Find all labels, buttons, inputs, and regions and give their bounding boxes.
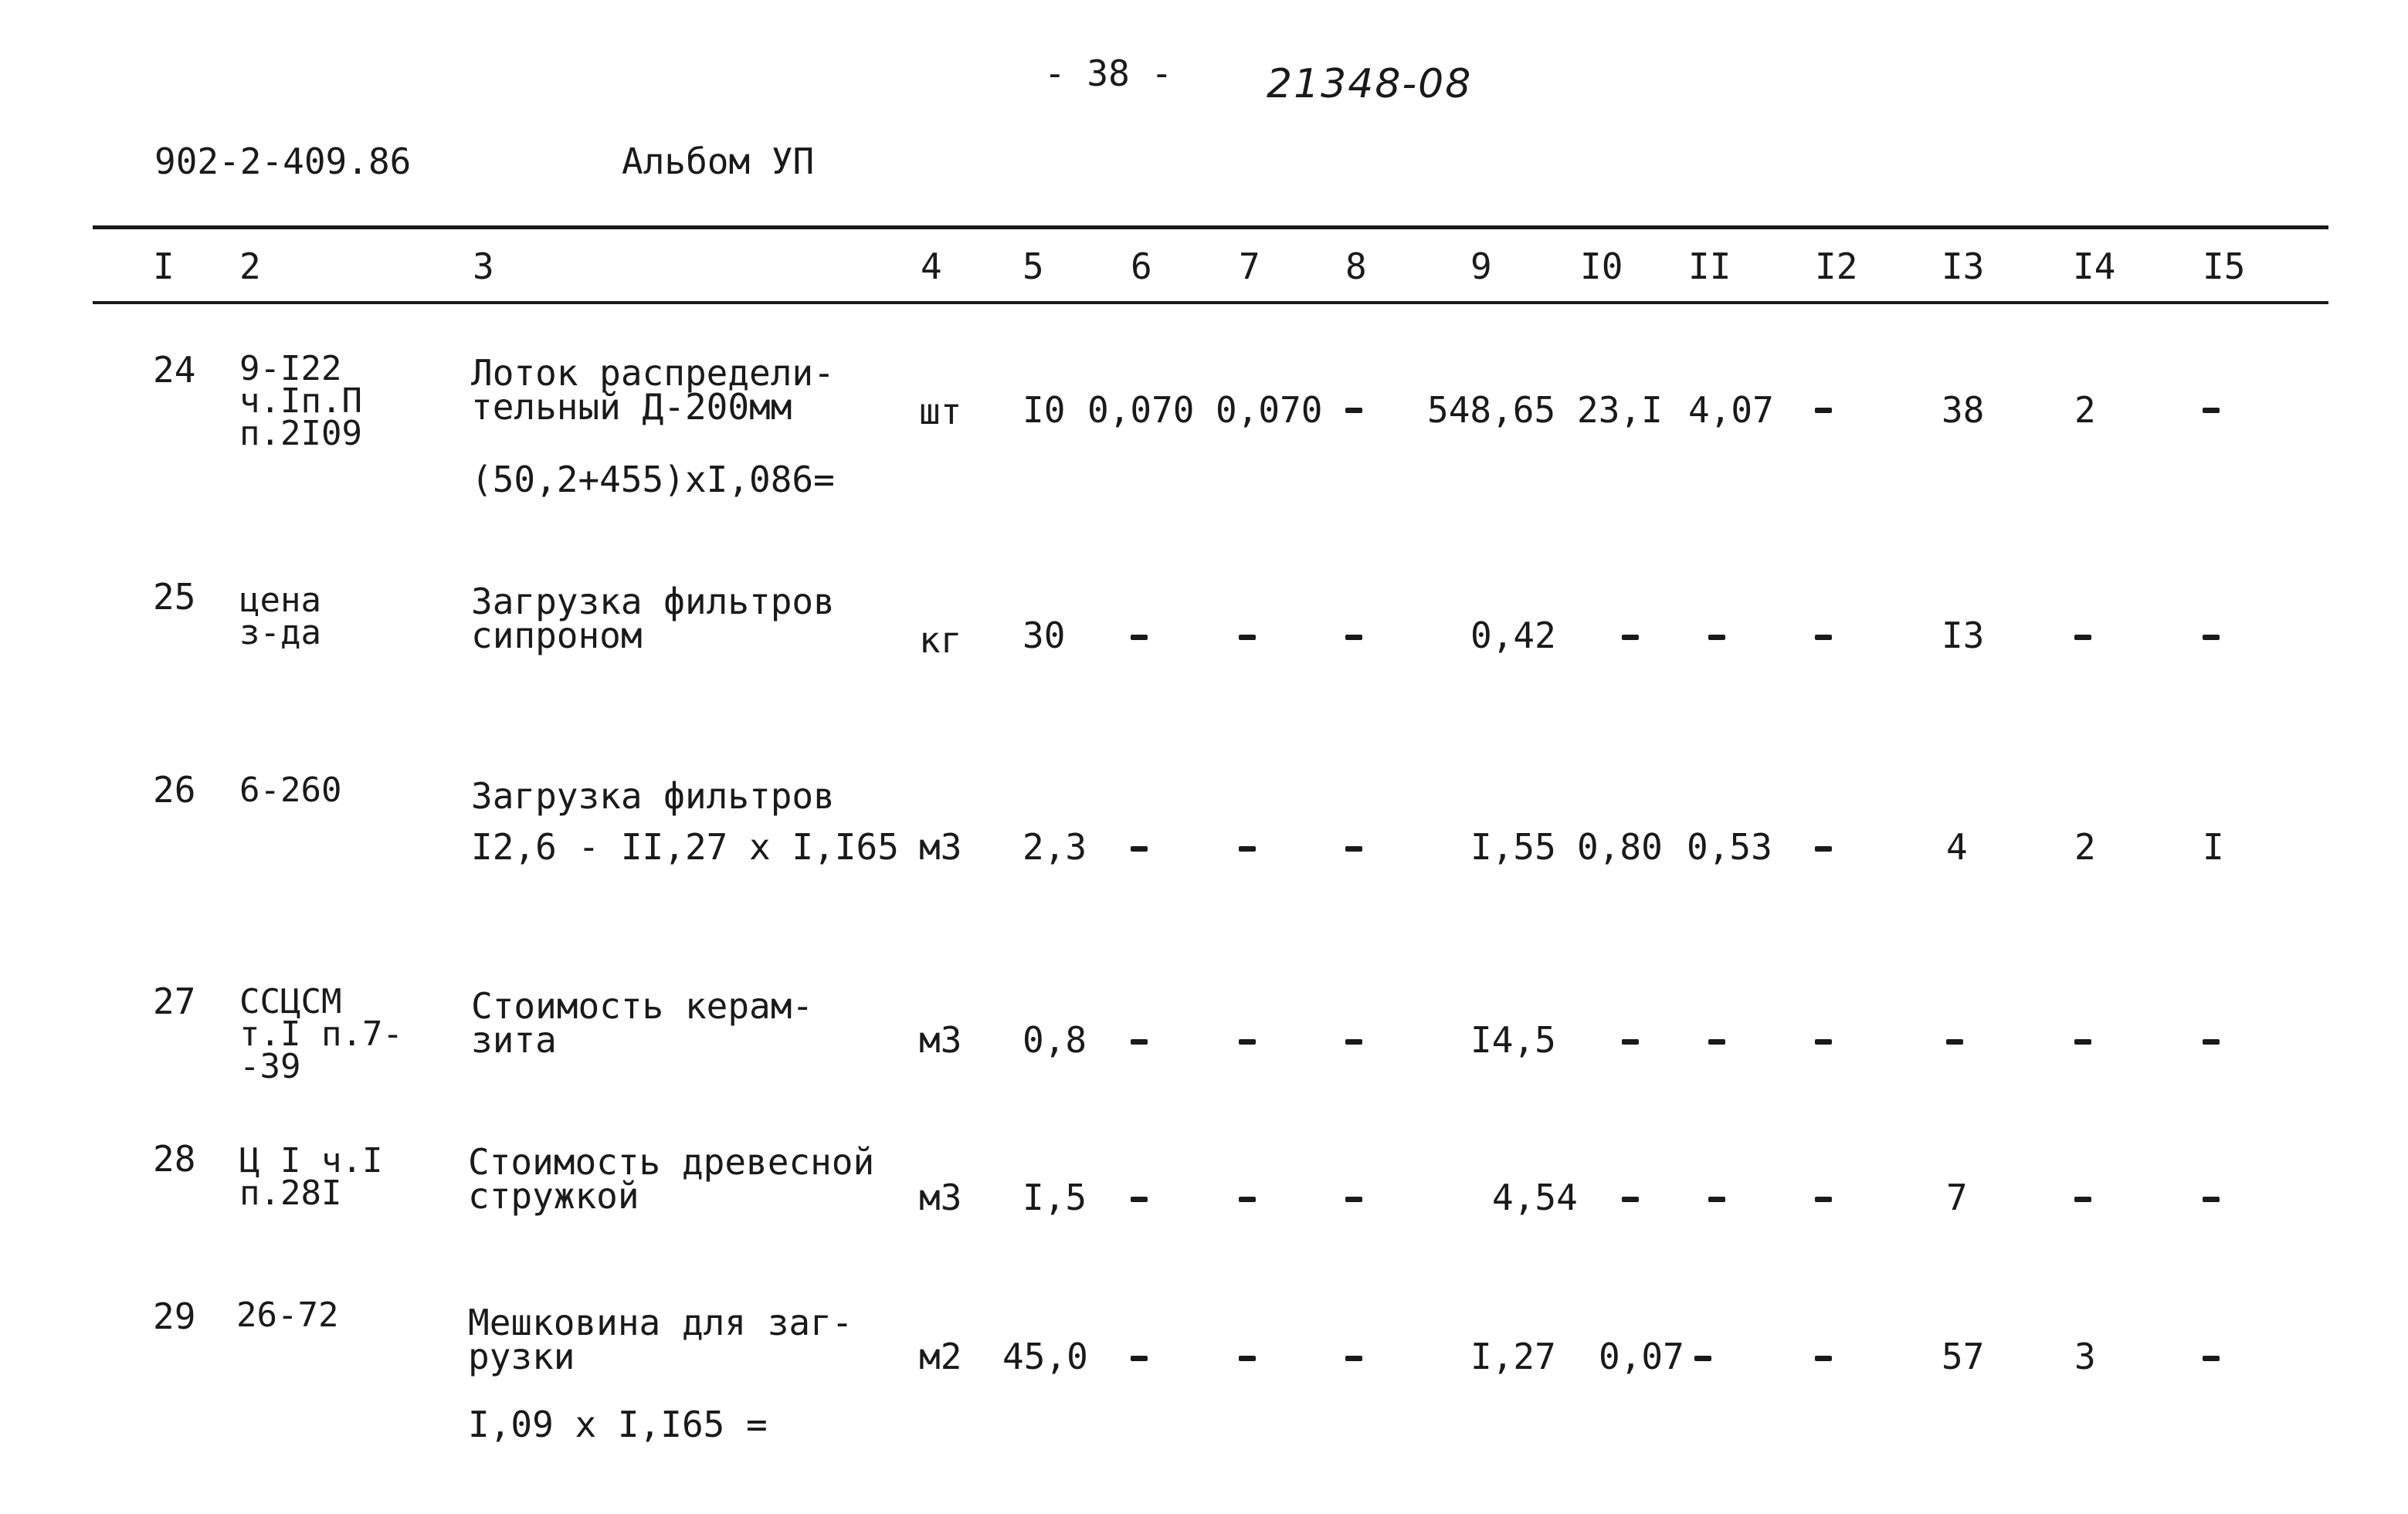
row-col-6-dash [1131,846,1148,852]
col-header-9: 9 [1470,246,1492,287]
row-name-line: Загрузка фильтров [471,581,835,622]
row-col-12-dash [1815,635,1832,640]
col-header-11: II [1688,246,1731,287]
album-label: Альбом УП [622,141,815,182]
row-code-line: ч.Iп.П [239,381,362,421]
row-unit: м3 [919,1177,962,1218]
row-code-line: 26-72 [236,1296,339,1335]
row-code-line: Ц I ч.I [239,1141,383,1180]
row-col-7-dash [1239,1197,1256,1202]
row-col-13: 57 [1942,1336,1985,1377]
row-number: 29 [153,1296,196,1337]
row-col-15-dash [2203,1197,2220,1202]
row-number: 26 [153,769,196,811]
row-code-line: п.28I [239,1174,342,1213]
row-code-line: п.2I09 [239,414,362,453]
row-col-9: I,27 [1470,1336,1556,1377]
row-col-6-dash [1131,1197,1148,1202]
col-header-7: 7 [1239,246,1260,287]
row-col-7-dash [1239,1039,1256,1045]
row-col-6: 0,070 [1087,389,1195,431]
row-number: 25 [153,576,196,618]
row-name-line: Стоимость керам- [471,985,814,1027]
row-col-13-dash [1946,1039,1963,1045]
row-col-15-dash [2203,1356,2220,1361]
row-col-10: 0,80 [1577,826,1663,868]
row-col-13: I3 [1942,615,1985,656]
row-unit: шт [919,391,962,432]
row-formula: (50,2+455)хI,086= [471,459,835,500]
row-col-9: 0,42 [1470,615,1556,656]
row-unit: м3 [919,1019,962,1061]
row-code-line: т.I п.7- [239,1014,403,1054]
col-header-3: 3 [473,246,494,287]
row-name-line: Лоток распредели- [471,352,835,394]
row-col-7-dash [1239,635,1256,640]
row-col-7-dash [1239,846,1256,852]
row-col-11: 4,07 [1688,389,1774,431]
col-header-15: I5 [2203,246,2246,287]
row-col-8-dash [1345,635,1362,640]
col-header-14: I4 [2073,246,2116,287]
row-col-5: 30 [1023,615,1066,656]
row-col-10: 0,07 [1599,1336,1684,1377]
row-col-6-dash [1131,635,1148,640]
row-col-5: 2,3 [1023,826,1087,868]
row-col-14-dash [2074,1039,2091,1045]
row-col-5: I,5 [1023,1177,1087,1218]
row-col-7-dash [1239,1356,1256,1361]
col-header-13: I3 [1942,246,1985,287]
col-header-12: I2 [1815,246,1858,287]
row-col-7: 0,070 [1216,389,1323,431]
row-col-10: 23,I [1577,389,1663,431]
col-header-1: I [153,246,175,287]
row-number: 28 [153,1138,196,1180]
col-header-2: 2 [239,246,261,287]
row-name-line: Загрузка фильтров [471,775,835,817]
row-col-11-dash [1708,635,1725,640]
row-code-line: з-да [239,613,321,652]
row-col-9: I4,5 [1470,1019,1556,1061]
row-number: 27 [153,981,196,1022]
row-name-line: Мешковина для заг- [468,1302,853,1343]
row-col-9: 548,65 [1427,389,1556,431]
row-col-6-dash [1131,1039,1148,1045]
handwritten-document-code: 21348-08 [1267,61,1473,107]
col-header-4: 4 [921,246,942,287]
row-code-line: ССЦСМ [239,982,342,1021]
row-name-line: рузки [468,1336,575,1377]
row-unit: м3 [919,826,962,868]
row-col-12-dash [1815,846,1832,852]
row-col-14: 2 [2074,389,2096,431]
row-number: 24 [153,349,196,391]
row-col-6-dash [1131,1356,1148,1361]
row-col-12-dash [1815,1356,1832,1361]
col-header-6: 6 [1131,246,1152,287]
row-col-14-dash [2074,635,2091,640]
row-name-line: стружкой [468,1175,639,1217]
row-col-13: 4 [1946,826,1968,868]
row-unit: м2 [919,1336,962,1377]
row-code-line: -39 [239,1047,301,1086]
row-unit: кг [919,619,962,661]
row-col-8-dash [1345,1197,1362,1202]
row-col-8-dash [1345,1039,1362,1045]
row-col-5: 45,0 [1002,1336,1088,1377]
row-name-line: Стоимость древесной [468,1141,875,1183]
row-col-15-dash [2203,635,2220,640]
row-col-11: 0,53 [1687,826,1772,868]
row-code-line: 6-260 [239,771,342,810]
page-number: - 38 - [1044,52,1173,94]
row-col-8-dash [1345,1356,1362,1361]
row-code-line: цена [239,581,321,620]
header-top-rule [93,225,2328,229]
col-header-8: 8 [1345,246,1367,287]
row-col-11-dash [1708,1197,1725,1202]
row-col-8-dash [1345,846,1362,852]
row-name-line: тельный Д-200мм [471,386,792,428]
col-header-5: 5 [1023,246,1044,287]
row-code-line: 9-I22 [239,349,342,388]
row-name-line: зита [471,1019,557,1061]
row-col-15-dash [2203,1039,2220,1045]
row-col-12-dash [1815,1197,1832,1202]
row-col-11-dash [1694,1356,1711,1361]
row-col-12-dash [1815,1039,1832,1045]
row-col-14: 3 [2074,1336,2096,1377]
document-code: 902-2-409.86 [154,141,412,182]
row-col-15-dash [2203,408,2220,413]
row-col-13: 38 [1942,389,1985,431]
row-col-5: I0 [1023,389,1066,431]
row-col-9: 4,54 [1492,1177,1578,1218]
row-col-8-dash [1345,408,1362,413]
row-col-11-dash [1708,1039,1725,1045]
row-col-9: I,55 [1470,826,1556,868]
row-col-13: 7 [1946,1177,1968,1218]
row-name-line: сипроном [471,615,643,656]
col-header-10: I0 [1580,246,1623,287]
row-col-14-dash [2074,1197,2091,1202]
row-col-10-dash [1622,1039,1639,1045]
row-col-14: 2 [2074,826,2096,868]
row-col-10-dash [1622,1197,1639,1202]
row-col-15: I [2203,826,2224,868]
row-col-10-dash [1622,635,1639,640]
row-col-5: 0,8 [1023,1019,1087,1061]
row-name-line: I2,6 - II,27 х I,I65 [471,826,899,868]
row-col-12-dash [1815,408,1832,413]
row-formula: I,09 х I,I65 = [468,1404,768,1445]
header-bottom-rule [93,301,2328,304]
